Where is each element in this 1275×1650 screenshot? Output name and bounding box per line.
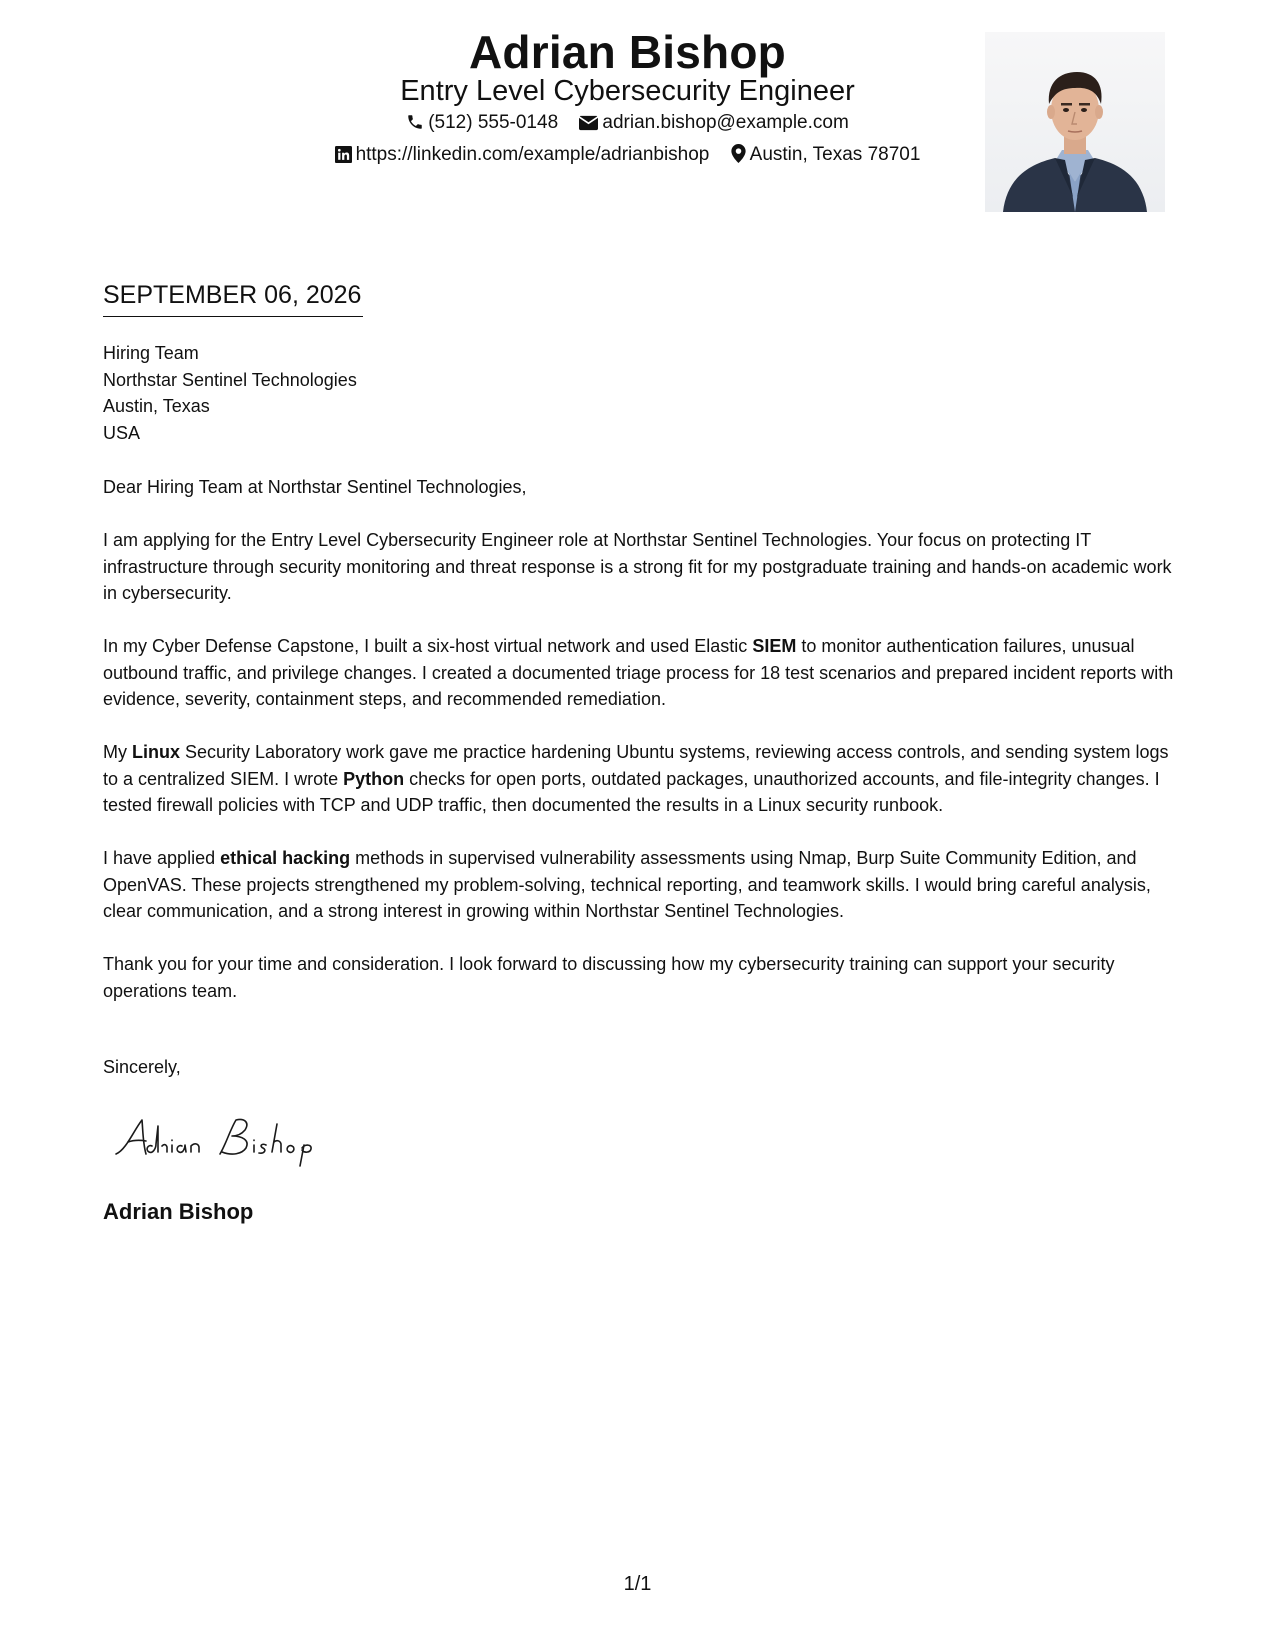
applicant-role: Entry Level Cybersecurity Engineer xyxy=(400,75,855,107)
body-paragraph xyxy=(103,633,1175,713)
paragraph-text: checks for open ports, outdated packages, unauthorized accounts, and file-integrity changes. I tested firewall policies with TCP and UDP traffic, then documented the results in a Linux security runbook. xyxy=(103,768,1160,815)
paragraph-text: Security Laboratory work gave me practice hardening Ubuntu systems, reviewing access controls, and sending system logs to a centralized SIEM. I wrote xyxy=(103,742,1169,789)
recipient-line: Northstar Sentinel Technologies xyxy=(103,369,357,390)
closing: Sincerely, xyxy=(103,1057,181,1077)
keyword-highlight: SIEM xyxy=(752,636,797,656)
phone-text: (512) 555-0148 xyxy=(428,112,559,133)
handwritten-signature xyxy=(112,1110,352,1170)
contact-phone xyxy=(406,110,558,136)
map-pin-icon xyxy=(731,144,746,163)
paragraph-text: I have applied xyxy=(103,848,221,868)
applicant-name: Adrian Bishop xyxy=(469,26,786,78)
profile-photo xyxy=(985,32,1165,212)
salutation: Dear Hiring Team at Northstar Sentinel Technologies, xyxy=(103,477,527,497)
contact-location xyxy=(731,142,921,168)
paragraph-text: My xyxy=(103,742,132,762)
email-link[interactable]: adrian.bishop@example.com xyxy=(602,112,849,133)
letter-body xyxy=(103,527,1175,1031)
body-paragraph: I am applying for the Entry Level Cybersecurity Engineer role at Northstar Sentinel Technologies. Your focus on protecting IT infrastructure through security monitoring and threat response is a strong fit for my postgraduate training and hands-on academic work in cybersecurity. xyxy=(103,530,1172,603)
paragraph-text: to monitor authentication failures, unusual outbound traffic, and privilege changes. I created a documented triage process for 18 test scenarios and prepared incident reports with evidence, severity, containment steps, and recommended remediation. xyxy=(103,636,1174,709)
contact-email[interactable] xyxy=(579,110,848,136)
body-paragraph xyxy=(103,739,1175,819)
body-paragraph xyxy=(103,845,1175,925)
recipient-line: USA xyxy=(103,422,141,443)
linkedin-icon xyxy=(335,146,352,163)
paragraph-text: methods in supervised vulnerability assessments using Nmap, Burp Suite Community Edition, and OpenVAS. These projects strengthened my problem-solving, technical reporting, and teamwork skills. I would bring careful analysis, clear communication, and a strong interest in growing within Northstar Sentinel Technologies. xyxy=(103,848,1151,921)
phone-icon xyxy=(406,113,424,131)
keyword-highlight: Python xyxy=(343,768,405,789)
page-number: 1/1 xyxy=(623,1573,652,1595)
linkedin-link[interactable]: https://linkedin.com/example/adrianbishop xyxy=(355,144,710,165)
letter-date: SEPTEMBER 06, 2026 xyxy=(103,278,363,317)
envelope-icon xyxy=(579,115,598,131)
paragraph-text: In my Cyber Defense Capstone, I built a six-host virtual network and used Elastic xyxy=(103,636,753,656)
letter-header xyxy=(0,20,1275,220)
recipient-line: Austin, Texas xyxy=(103,396,210,416)
location-text: Austin, Texas 78701 xyxy=(749,144,921,165)
recipient-address xyxy=(103,340,357,446)
keyword-highlight: ethical hacking xyxy=(220,848,351,868)
contact-linkedin[interactable] xyxy=(335,142,710,168)
keyword-highlight: Linux xyxy=(132,742,180,762)
recipient-line: Hiring Team xyxy=(103,343,199,363)
body-paragraph: Thank you for your time and consideration. I look forward to discussing how my cybersecurity training can support your security operations team. xyxy=(103,954,1115,1001)
signed-name: Adrian Bishop xyxy=(103,1199,254,1224)
